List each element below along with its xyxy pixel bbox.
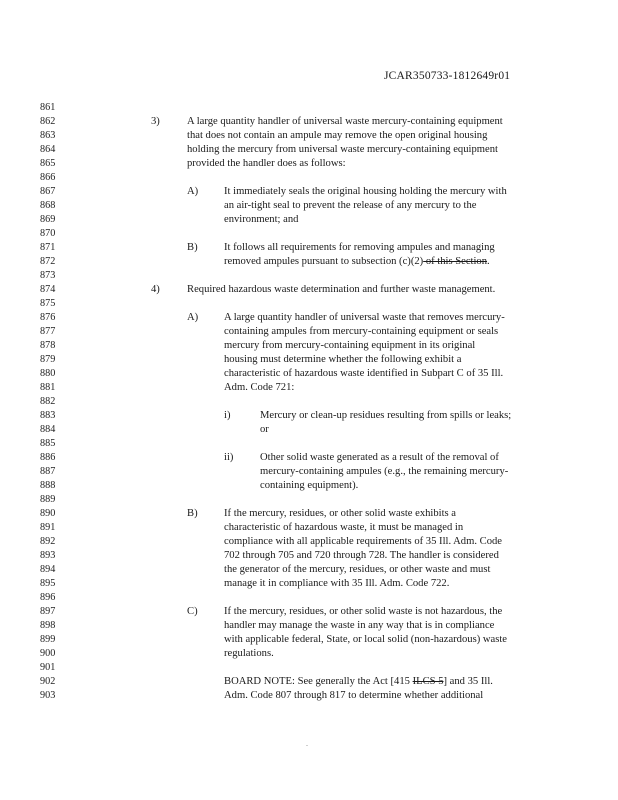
item-4A-line-4: housing must determine whether the following exhibit a <box>224 354 462 365</box>
item-4B-line-2: characteristic of hazardous waste, it must be managed in <box>224 522 464 533</box>
line-number: 884 <box>40 424 56 435</box>
item-3A-line-2: an air-tight seal to prevent the release of any mercury to the <box>224 200 477 211</box>
item-4A-line-2: containing ampules from mercury-containing equipment or seals <box>224 326 499 337</box>
line-number: 867 <box>40 186 56 197</box>
struck-text: of this Section <box>423 256 488 267</box>
line-number: 873 <box>40 270 56 281</box>
item-4C-line-2: handler may manage the waste in any way that is in compliance <box>224 620 495 631</box>
item-4-label: 4) <box>151 284 160 295</box>
line-number: 882 <box>40 396 56 407</box>
board-note-text-b: ] and 35 Ill. <box>443 676 493 687</box>
line-number: 865 <box>40 158 56 169</box>
item-3-line-4: provided the handler does as follows: <box>187 158 346 169</box>
item-4C-line-4: regulations. <box>224 648 274 659</box>
board-note-line-1 <box>224 675 493 689</box>
line-number: 862 <box>40 116 56 127</box>
line-number: 874 <box>40 284 56 295</box>
line-number: 870 <box>40 228 56 239</box>
line-number: 895 <box>40 578 56 589</box>
line-number: 868 <box>40 200 56 211</box>
line-number: 897 <box>40 606 56 617</box>
line-number: 893 <box>40 550 56 561</box>
line-number: 881 <box>40 382 56 393</box>
line-number: 900 <box>40 648 56 659</box>
item-4A-line-3: mercury from mercury-containing equipment in its original <box>224 340 476 351</box>
line-number: 899 <box>40 634 56 645</box>
line-number: 866 <box>40 172 56 183</box>
line-number: 889 <box>40 494 56 505</box>
item-4C-line-1: If the mercury, residues, or other solid waste is not hazardous, the <box>224 606 503 617</box>
item-3B-line-2-end: . <box>487 256 490 267</box>
item-4Aii-line-2: mercury-containing ampules (e.g., the remaining mercury- <box>260 466 509 477</box>
struck-text: ILCS 5 <box>412 676 444 687</box>
item-3A-line-3: environment; and <box>224 214 299 225</box>
item-3A-line-1: It immediately seals the original housing holding the mercury with <box>224 186 507 197</box>
line-number: 891 <box>40 522 56 533</box>
scan-speck <box>306 745 308 746</box>
line-number: 886 <box>40 452 56 463</box>
line-number: 896 <box>40 592 56 603</box>
line-number: 880 <box>40 368 56 379</box>
line-number: 872 <box>40 256 56 267</box>
line-number: 863 <box>40 130 56 141</box>
item-4B-line-3: compliance with all applicable requirements of 35 Ill. Adm. Code <box>224 536 503 547</box>
line-number: 888 <box>40 480 56 491</box>
item-4A-line-6: Adm. Code 721: <box>224 382 295 393</box>
line-number: 877 <box>40 326 56 337</box>
line-number: 903 <box>40 690 56 701</box>
line-number: 864 <box>40 144 56 155</box>
item-3A-label: A) <box>187 186 199 197</box>
item-3-line-1: A large quantity handler of universal waste mercury-containing equipment <box>187 116 503 127</box>
item-4B-line-6: manage it in compliance with 35 Ill. Adm. Code 722. <box>224 578 450 589</box>
line-number: 894 <box>40 564 56 575</box>
document-id: JCAR350733-1812649r01 <box>384 70 511 82</box>
line-number: 901 <box>40 662 56 673</box>
item-3B-line-1: It follows all requirements for removing ampules and managing <box>224 242 495 253</box>
item-3B-label: B) <box>187 242 198 253</box>
item-4C-label: C) <box>187 606 198 617</box>
item-4A-line-5: characteristic of hazardous waste identified in Subpart C of 35 Ill. <box>224 368 504 379</box>
item-3-label: 3) <box>151 116 160 127</box>
item-4C-line-3: with applicable federal, State, or local solid (non-hazardous) waste <box>224 634 507 645</box>
line-number: 892 <box>40 536 56 547</box>
item-4A-line-1: A large quantity handler of universal waste that removes mercury- <box>224 312 505 323</box>
item-4B-line-4: 702 through 705 and 720 through 728. The handler is considered <box>224 550 499 561</box>
line-number: 890 <box>40 508 56 519</box>
item-3B-line-2 <box>224 255 490 269</box>
board-note-line-2: Adm. Code 807 through 817 to determine whether additional <box>224 690 484 701</box>
item-3-line-3: holding the mercury from universal waste mercury-containing equipment <box>187 144 498 155</box>
item-4-heading: Required hazardous waste determination and further waste management. <box>187 284 496 295</box>
line-number: 902 <box>40 676 56 687</box>
line-number: 871 <box>40 242 56 253</box>
line-number: 883 <box>40 410 56 421</box>
line-number: 875 <box>40 298 56 309</box>
line-number: 869 <box>40 214 56 225</box>
line-number: 878 <box>40 340 56 351</box>
item-3-line-2: that does not contain an ampule may remove the open original housing <box>187 130 488 141</box>
item-4Ai-line-2: or <box>260 424 269 435</box>
item-4Ai-line-1: Mercury or clean-up residues resulting from spills or leaks; <box>260 410 512 421</box>
item-4A-label: A) <box>187 312 199 323</box>
item-3B-line-2-text: removed ampules pursuant to subsection (c)(2) <box>224 256 424 267</box>
item-4Aii-label: ii) <box>224 452 234 463</box>
line-number: 887 <box>40 466 56 477</box>
board-note-text-a: BOARD NOTE: See generally the Act [415 <box>224 676 413 687</box>
item-4B-line-5: the generator of the mercury, residues, or other waste and must <box>224 564 491 575</box>
line-number: 885 <box>40 438 56 449</box>
item-4B-line-1: If the mercury, residues, or other solid waste exhibits a <box>224 508 457 519</box>
line-number: 861 <box>40 102 56 113</box>
line-number: 879 <box>40 354 56 365</box>
line-number: 876 <box>40 312 56 323</box>
item-4B-label: B) <box>187 508 198 519</box>
line-number: 898 <box>40 620 56 631</box>
item-4Ai-label: i) <box>224 410 231 421</box>
item-4Aii-line-3: containing equipment). <box>260 480 359 491</box>
item-4Aii-line-1: Other solid waste generated as a result of the removal of <box>260 452 499 463</box>
